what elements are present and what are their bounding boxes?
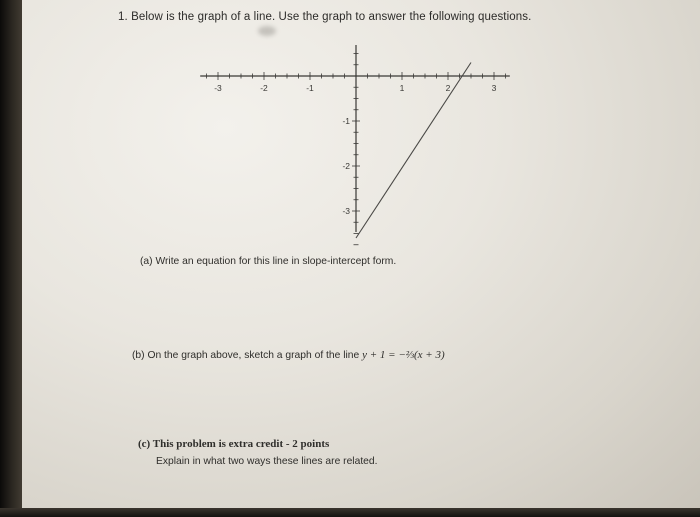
x-tick-label: 1 xyxy=(399,83,405,93)
part-b-equation: y + 1 = −⅔(x + 3) xyxy=(362,349,445,361)
x-tick-label: -1 xyxy=(306,83,314,93)
worksheet-page xyxy=(22,0,700,510)
x-tick-label: 2 xyxy=(445,83,451,93)
part-a-prompt: (a) Write an equation for this line in slope-intercept form. xyxy=(140,256,397,267)
x-tick-label: -3 xyxy=(214,83,222,93)
y-tick-label: -1 xyxy=(342,116,350,126)
graphed-line xyxy=(356,63,471,239)
x-tick-label: -2 xyxy=(260,83,268,93)
x-tick-label: 3 xyxy=(491,83,497,93)
part-c-heading: (c) This problem is extra credit - 2 points xyxy=(138,438,330,450)
desk-background-bottom xyxy=(0,508,700,517)
y-tick-label: -3 xyxy=(342,206,350,216)
y-tick-label: -2 xyxy=(342,161,350,171)
part-c-prompt: Explain in what two ways these lines are related. xyxy=(156,456,378,467)
part-b-prompt xyxy=(132,349,445,361)
coordinate-graph xyxy=(22,0,700,510)
part-b-text: (b) On the graph above, sketch a graph of the line xyxy=(132,350,363,361)
question-title: 1. Below is the graph of a line. Use the graph to answer the following questions. xyxy=(118,11,532,23)
